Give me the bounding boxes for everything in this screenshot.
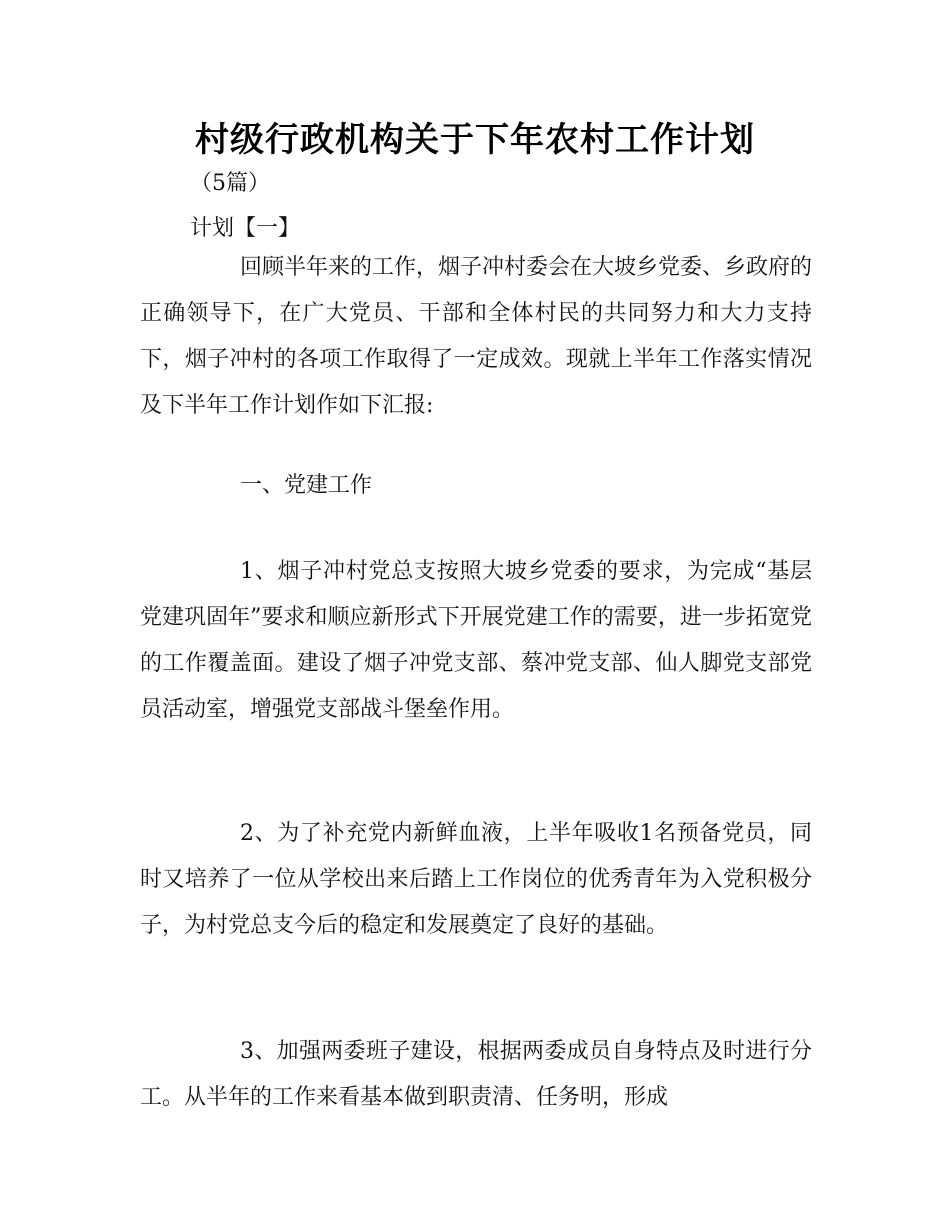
paragraph-item-3: 3、加强两委班子建设，根据两委成员自身特点及时进行分工。从半年的工作来看基本做到职责清、任务明，形成 <box>140 1039 812 1110</box>
document-subtitle: （5篇） <box>190 171 270 196</box>
paragraph-item-2: 2、为了补充党内新鲜血液，上半年吸收1名预备党员，同时又培养了一位从学校出来后踏上工作岗位的优秀青年为入党积极分子，为村党总支今后的稳定和发展奠定了良好的基础。 <box>140 821 812 938</box>
intro-paragraph: 回顾半年来的工作，烟子冲村委会在大坡乡党委、乡政府的正确领导下，在广大党员、干部和全体村民的共同努力和大力支持下，烟子冲村的各项工作取得了一定成效。现就上半年工作落实情况及下半年工作计划作如下汇报: <box>140 255 813 418</box>
document-title: 村级行政机构关于下年农村工作计划 <box>195 120 755 160</box>
plan-label: 计划【一】 <box>190 216 301 241</box>
paragraph-item-1: 1、烟子冲村党总支按照大坡乡党委的要求，为完成“基层党建巩固年”要求和顺应新形式下开展党建工作的需要，进一步拓宽党的工作覆盖面。建设了烟子冲党支部、蔡冲党支部、仙人脚党支部党员活动室，增强党支部战斗堡垒作用。 <box>140 559 812 722</box>
section-heading: 一、党建工作 <box>240 473 373 498</box>
